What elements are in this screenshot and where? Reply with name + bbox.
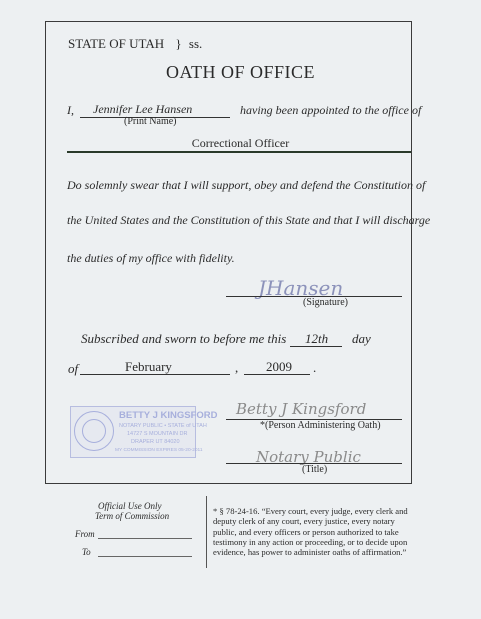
state-header [68, 36, 202, 52]
month-underline [80, 374, 230, 375]
title-caption: (Title) [302, 464, 328, 475]
stamp-line-4: MY COMMISSION EXPIRES 05-20-2011 [115, 448, 203, 453]
year-underline [244, 374, 310, 375]
subscribed-text: Subscribed and sworn to before me this [81, 331, 287, 346]
stamp-name: BETTY J KINGSFORD [119, 410, 218, 421]
oath-line-3: the duties of my office with fidelity. [67, 251, 235, 265]
stamp-line-2: 14727 S MOUNTAIN DR [127, 431, 188, 437]
administrator-caption: *(Person Administering Oath) [260, 420, 381, 431]
of-label: of [68, 361, 79, 376]
ss-label: ss. [188, 36, 203, 51]
office-title: Correctional Officer [191, 136, 290, 150]
name-caption: (Print Name) [124, 116, 177, 127]
state-line: STATE OF UTAH [68, 36, 165, 51]
state-seal-icon [74, 411, 114, 451]
venue-brace: } [175, 36, 182, 51]
appointee-signature: JHansen [258, 276, 344, 300]
day-label: day [352, 331, 371, 346]
official-use-heading: Official Use Only [98, 501, 162, 511]
date-period: . [313, 360, 317, 375]
appointee-name: Jennifer Lee Hansen [93, 102, 193, 116]
term-of-commission-heading: Term of Commission [95, 511, 170, 521]
stamp-line-3: DRAPER UT 84020 [131, 439, 180, 445]
appointment-prefix: I, [67, 103, 74, 117]
to-field[interactable] [98, 556, 192, 557]
from-field[interactable] [98, 538, 192, 539]
to-label: To [82, 547, 91, 557]
appointment-suffix: having been appointed to the office of [240, 103, 422, 117]
oath-line-1: Do solemnly swear that I will support, obey and defend the Constitution of [67, 178, 426, 192]
year-value: 2009 [266, 359, 292, 374]
office-underline [67, 151, 411, 153]
notary-stamp [70, 406, 218, 458]
date-comma: , [235, 360, 239, 375]
day-underline [290, 346, 342, 347]
statute-footnote: * § 78-24-16. “Every court, every judge, every clerk and deputy clerk of any court, every justice, every notary public, and every officers or person authorized to take testimony in any action or proceeding, or to decide upon evidence, has power to administer oaths of affirmation.” [213, 506, 408, 558]
month-value: February [125, 359, 172, 374]
stamp-line-1: NOTARY PUBLIC • STATE of UTAH [119, 423, 207, 429]
oath-line-2: the United States and the Constitution of this State and that I will discharge [67, 213, 431, 227]
administrator-signature: Betty J Kingsford [236, 400, 367, 418]
from-label: From [75, 529, 95, 539]
footer-divider [206, 496, 207, 568]
signature-caption: (Signature) [303, 297, 348, 308]
page-title: OATH OF OFFICE [165, 62, 316, 82]
day-value: 12th [305, 331, 329, 346]
title-signature: Notary Public [256, 448, 361, 466]
